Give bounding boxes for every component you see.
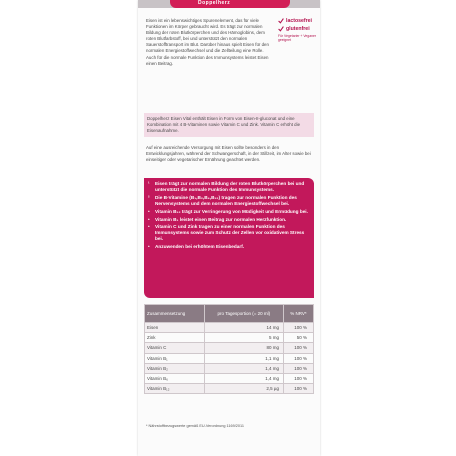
claim-marker: ² bbox=[148, 194, 150, 200]
badge-label: lactosefrei bbox=[286, 18, 312, 24]
claim-text: Vitamin C und Zink tragen zu einer normalen Funktion des Immunsystems sowie zum Schutz der Zellen vor oxidativem Stress bei. bbox=[155, 224, 305, 242]
nutrient-name: Vitamin B₁₂ bbox=[145, 384, 205, 394]
brand-flap-text: Doppelherz bbox=[198, 0, 231, 6]
nutrient-nrv: 100 % bbox=[283, 384, 313, 394]
nutrient-nrv: 100 % bbox=[283, 363, 313, 373]
nutrition-table bbox=[144, 304, 314, 394]
badge-lactosefrei bbox=[278, 18, 318, 24]
table-row bbox=[145, 363, 314, 373]
column-header-composition: Zusammensetzung bbox=[145, 305, 205, 323]
claim-text: Die B-Vitamine (B₁,B₂,B₆,B₁₂) tragen zur normalen Funktion des Nervensystems und dem normalen Energiestoffwechsel bei. bbox=[155, 194, 297, 206]
column-header-nrv: % NRV* bbox=[283, 305, 313, 323]
badge-label: glutenfrei bbox=[286, 26, 310, 32]
claim-marker: • bbox=[148, 244, 150, 250]
nutrient-name: Vitamin B₂ bbox=[145, 363, 205, 373]
nrv-footnote: * Nährstoffbezugswerte gemäß EU-Verordnung 1169/2011 bbox=[146, 424, 244, 428]
nutrient-amount: 1,4 mg bbox=[204, 373, 283, 383]
claim-marker: • bbox=[148, 208, 150, 214]
nutrient-nrv: 100 % bbox=[283, 343, 313, 353]
badge-glutenfrei bbox=[278, 26, 318, 32]
nutrient-nrv: 100 % bbox=[283, 353, 313, 363]
nutrient-amount: 2,5 µg bbox=[204, 384, 283, 394]
nutrient-name: Vitamin B₁ bbox=[145, 353, 205, 363]
nutrient-nrv: 100 % bbox=[283, 373, 313, 383]
claim-item bbox=[148, 209, 310, 215]
claim-item bbox=[148, 181, 310, 193]
intro-paragraph: Eisen ist ein lebenswichtiges Spurenelement, das für viele Funktionen im Körper gebraucht wird. Es trägt zur normalen Bildung der roten Blutkörperchen und des Hämoglobins, dem roten Blutfarbstoff, bei und unterstützt den normalen Sauerstofftransport im Blut. Darüber hinaus spielt Eisen für den normalen Energiestoffwechsel und die Zellteilung eine Rolle. Auch für die normale Funktion des Immunsystems leistet Eisen einen Beitrag. bbox=[146, 18, 269, 66]
table-row bbox=[145, 353, 314, 363]
claim-text: Eisen trägt zur normalen Bildung der roten Blutkörperchen bei und unterstützt die normale Funktion des Immunsystems. bbox=[155, 181, 305, 192]
package-top-flap bbox=[138, 0, 320, 8]
claim-marker: ¹ bbox=[148, 181, 150, 186]
body-paragraph: Auf eine ausreichende Versorgung mit Eisen sollte besonders in den Entwicklungsjahren, während der Schwangerschaft, in der Stillzeit, im Alter sowie bei einseitiger oder vegetarischer Ernährung geachtet werden. bbox=[146, 145, 311, 163]
check-icon bbox=[278, 18, 284, 24]
claim-item bbox=[148, 217, 310, 223]
nutrient-nrv: 100 % bbox=[283, 323, 313, 333]
table-row bbox=[145, 333, 314, 343]
nutrient-amount: 14 mg bbox=[204, 323, 283, 333]
health-claims-box bbox=[144, 178, 314, 298]
nutrient-amount: 1,4 mg bbox=[204, 363, 283, 373]
nutrient-amount: 5 mg bbox=[204, 333, 283, 343]
nutrient-name: Eisen bbox=[145, 323, 205, 333]
check-icon bbox=[278, 26, 284, 32]
column-header-daily-portion: pro Tagesportion (= 20 ml) bbox=[204, 305, 283, 323]
diet-badges bbox=[278, 18, 318, 42]
nutrient-name: Vitamin B₆ bbox=[145, 373, 205, 383]
claim-text: Vitamin B₁ leistet einen Beitrag zur normalen Herzfunktion. bbox=[155, 216, 287, 222]
claim-item bbox=[148, 195, 310, 207]
nutrient-amount: 1,1 mg bbox=[204, 353, 283, 363]
table-row bbox=[145, 373, 314, 383]
table-row bbox=[145, 384, 314, 394]
table-header-row bbox=[145, 305, 314, 323]
table-row bbox=[145, 343, 314, 353]
claim-text: Vitamin B₁₂ trägt zur Verringerung von Müdigkeit und Ermüdung bei. bbox=[155, 208, 308, 214]
claim-marker: • bbox=[148, 216, 150, 222]
nutrient-name: Zink bbox=[145, 333, 205, 343]
nutrient-amount: 80 mg bbox=[204, 343, 283, 353]
nutrient-nrv: 50 % bbox=[283, 333, 313, 343]
claim-marker: • bbox=[148, 224, 150, 230]
nutrient-name: Vitamin C bbox=[145, 343, 205, 353]
claim-text: Anzuwenden bei erhöhtem Eisenbedarf. bbox=[155, 244, 245, 250]
product-package-panel bbox=[138, 0, 320, 456]
vegan-note: Für Vegetarier + Veganer geeignet bbox=[278, 34, 316, 43]
table-row bbox=[145, 323, 314, 333]
claim-item bbox=[148, 244, 310, 250]
highlight-paragraph: Doppelherz Eisen Vital enthält Eisen in Form von Eisen-II-gluconat und eine Kombination mit 4 B-Vitaminen sowie Vitamin C und Zink. Vitamin C erhöht die Eisenaufnahme. bbox=[144, 113, 314, 137]
claim-item bbox=[148, 224, 310, 242]
